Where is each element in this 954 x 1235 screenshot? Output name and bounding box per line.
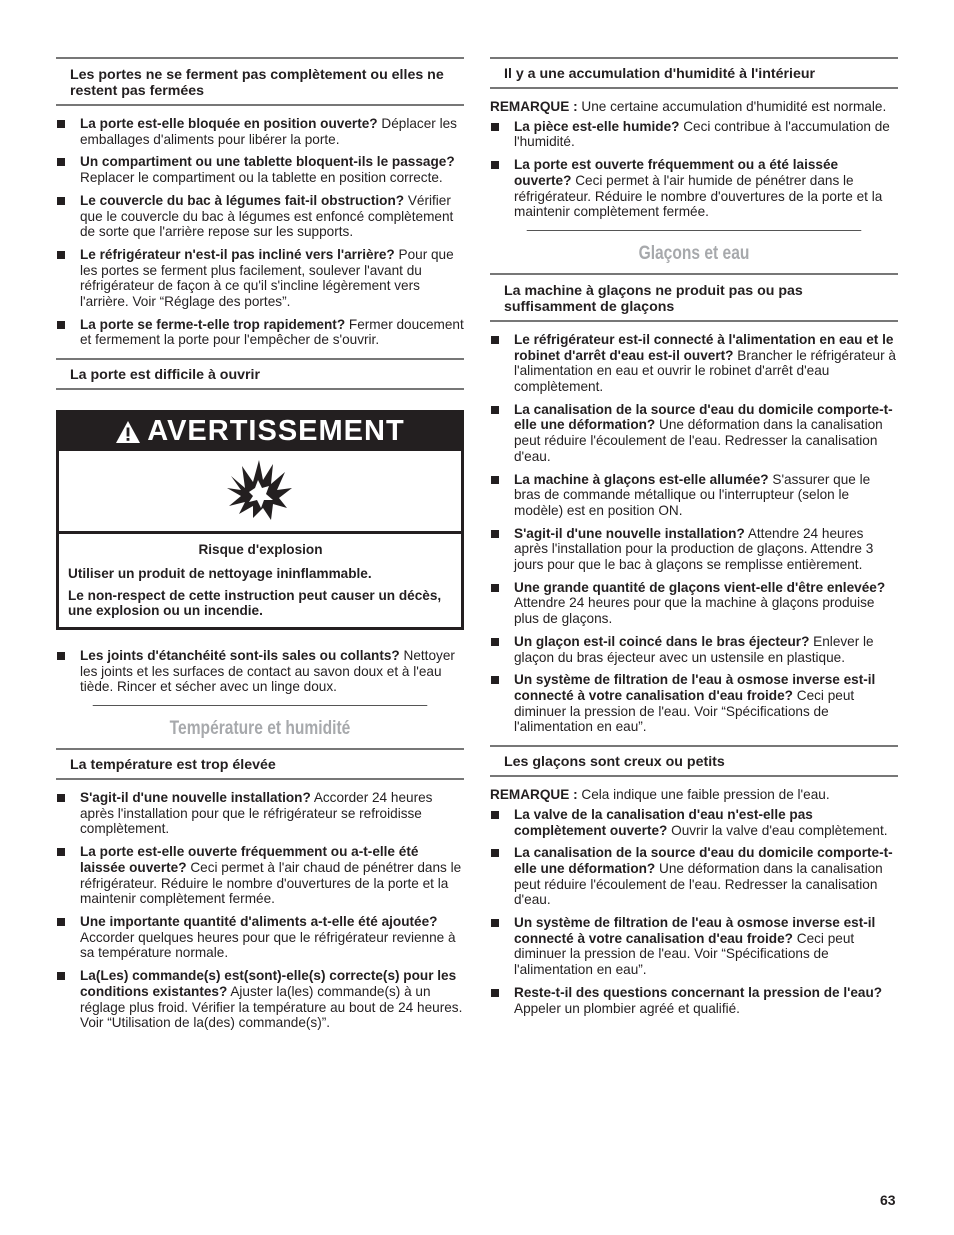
question-text: Une importante quantité d'aliments a-t-elle été ajoutée? [80, 913, 438, 929]
list-item [490, 807, 898, 838]
warning-symbol-area [59, 451, 461, 534]
answer-text: S'assurer que le bras de commande métallique ou l'interrupteur (selon le modèle) est en position ON. [514, 471, 871, 518]
section-title-ice-water: Glaçons et eau [527, 230, 862, 273]
temperature-list [56, 790, 464, 1031]
warning-box [56, 410, 464, 630]
subheading-temperature-high: La température est trop élevée [56, 748, 464, 780]
answer-text: Attendre 24 heures pour que la machine à glaçons produise plus de glaçons. [514, 595, 875, 627]
subheading-humidity-buildup: Il y a une accumulation d'humidité à l'intérieur [490, 57, 898, 89]
question-text: La canalisation de la source d'eau du domicile comporte-t-elle une déformation? [514, 401, 893, 433]
list-item [56, 648, 464, 695]
list-item [490, 402, 898, 465]
answer-text: Accorder quelques heures pour que le réfrigérateur revienne à sa température normale. [80, 929, 456, 961]
bullet-square-icon [491, 919, 499, 927]
list-item [56, 968, 464, 1031]
question-text: La valve de la canalisation d'eau n'est-elle pas complètement ouverte? [514, 806, 813, 838]
note-label: REMARQUE : [490, 99, 578, 114]
bullet-square-icon [491, 638, 499, 646]
explosion-icon [225, 458, 295, 524]
bullet-square-icon [491, 336, 499, 344]
list-item [56, 247, 464, 310]
bullet-square-icon [491, 989, 499, 997]
question-text: La porte est ouverte fréquemment ou a été laissée ouverte? [514, 157, 839, 188]
answer-text: Nettoyer les joints et les surfaces de contact au savon doux et à l'eau tiède. Rincer et sécher avec un linge doux. [80, 647, 455, 695]
question-text: La(Les) commande(s) est(sont)-elle(s) correcte(s) pour les conditions existantes? [80, 968, 457, 999]
warning-risk: Risque d'explosion [198, 542, 323, 558]
question-text: La porte est-elle ouverte fréquemment ou a-t-elle été laissée ouverte? [80, 844, 419, 875]
list-item [490, 119, 898, 150]
answer-text: Accorder 24 heures après l'installation pour que le réfrigérateur se refroidisse complètement. [80, 790, 433, 837]
bullet-square-icon [491, 161, 499, 169]
bullet-square-icon [57, 251, 65, 259]
note-humidity [490, 99, 898, 115]
list-item [56, 844, 464, 907]
question-text: La canalisation de la source d'eau du domicile comporte-t-elle une déformation? [514, 845, 893, 876]
bullet-square-icon [57, 321, 65, 329]
answer-text: Replacer le compartiment ou la tablette en position correcte. [80, 170, 443, 186]
answer-text: Brancher le réfrigérateur à l'alimentation en eau et ouvrir le robinet d'arrêt d'eau complètement. [514, 347, 896, 395]
list-item [490, 845, 898, 908]
subheading-doors-not-closing: Les portes ne se ferment pas complètement ou elles ne restent pas fermées [56, 57, 464, 106]
humidity-list [490, 119, 898, 220]
answer-text: Vérifier que le couvercle du bac à légumes est enfoncé complètement de sorte que l'arrière repose sur les supports. [80, 192, 454, 240]
list-item [56, 154, 464, 185]
question-text: Un système de filtration de l'eau à osmose inverse est-il connecté à votre canalisation d'eau froide? [514, 672, 876, 703]
note-label: REMARQUE : [490, 787, 578, 803]
list-item [490, 985, 898, 1016]
question-text: La porte se ferme-t-elle trop rapidement? [80, 316, 346, 332]
bullet-square-icon [57, 972, 65, 980]
ice-maker-list [490, 332, 898, 735]
answer-text: Enlever le glaçon du bras éjecteur avec un ustensile en plastique. [514, 633, 874, 665]
bullet-square-icon [57, 848, 65, 856]
note-text: Une certaine accumulation d'humidité est normale. [577, 99, 887, 114]
warning-header [59, 413, 461, 451]
list-item [490, 915, 898, 978]
list-item [56, 790, 464, 837]
seals-list [56, 648, 464, 695]
warning-title: AVERTISSEMENT [147, 415, 405, 448]
question-text: Une grande quantité de glaçons vient-elle d'être enlevée? [514, 579, 886, 595]
bullet-square-icon [491, 811, 499, 819]
answer-text: Pour que les portes se ferment plus facilement, soulever l'avant du réfrigérateur de façon à ce qu'il s'incline légèrement vers l'arrière. Voir “Réglage des portes”. [80, 246, 454, 310]
list-item [56, 193, 464, 240]
answer-text: Ceci permet à l'air humide de pénétrer dans le réfrigérateur. Réduire le nombre d'ouvertures de la porte et la maintenir complètement fermée. [514, 172, 883, 220]
subheading-door-hard-to-open: La porte est difficile à ouvrir [56, 358, 464, 390]
question-text: Le couvercle du bac à légumes fait-il obstruction? [80, 192, 405, 208]
hollow-ice-list [490, 807, 898, 1016]
list-item [490, 332, 898, 395]
warning-line1: Utiliser un produit de nettoyage ininflammable. [68, 565, 372, 581]
bullet-square-icon [491, 123, 499, 131]
answer-text: Appeler un plombier agréé et qualifié. [514, 1000, 740, 1016]
question-text: Un glaçon est-il coincé dans le bras éjecteur? [514, 633, 810, 649]
left-column [56, 57, 464, 1038]
question-text: La porte est-elle bloquée en position ouverte? [80, 116, 378, 131]
question-text: S'agit-il d'une nouvelle installation? [80, 790, 311, 806]
warning-body [59, 534, 461, 627]
question-text: La machine à glaçons est-elle allumée? [514, 471, 769, 487]
question-text: Le réfrigérateur n'est-il pas incliné vers l'arrière? [80, 246, 395, 262]
note-text: Cela indique une faible pression de l'eau. [577, 787, 830, 803]
answer-text: Ajuster la(les) commande(s) à un réglage plus froid. Vérifier la température au bout de 24 heures. Voir “Utilisation de la(des) commande(s)”. [80, 983, 463, 1031]
doors-list [56, 116, 464, 348]
question-text: Un compartiment ou une tablette bloquent-ils le passage? [80, 154, 455, 170]
bullet-square-icon [491, 849, 499, 857]
list-item [490, 580, 898, 627]
bullet-square-icon [491, 530, 499, 538]
list-item [490, 634, 898, 665]
question-text: Reste-t-il des questions concernant la pression de l'eau? [514, 984, 883, 1000]
answer-text: Ceci permet à l'air chaud de pénétrer dans le réfrigérateur. Réduire le nombre d'ouvertures de la porte et la maintenir complètement fermée. [80, 859, 462, 907]
note-water-pressure [490, 787, 898, 803]
answer-text: Fermer doucement et fermement la porte pour l'empêcher de s'ouvrir. [80, 316, 464, 348]
bullet-square-icon [491, 676, 499, 684]
list-item [490, 157, 898, 220]
subheading-ice-hollow-small: Les glaçons sont creux ou petits [490, 745, 898, 777]
question-text: La pièce est-elle humide? [514, 118, 680, 134]
bullet-square-icon [57, 120, 65, 128]
answer-text: Ceci peut diminuer la pression de l'eau. Voir “Spécifications de l'alimentation en eau”. [514, 930, 855, 978]
list-item [490, 472, 898, 519]
answer-text: Ceci peut diminuer la pression de l'eau. Voir “Spécifications de l'alimentation en eau”. [514, 687, 855, 735]
bullet-square-icon [57, 652, 65, 660]
bullet-square-icon [57, 918, 65, 926]
answer-text: Attendre 24 heures après l'installation pour la production de glaçons. Attendre 3 jours pour que le bac à glaçons se remplisse entièrement. [514, 525, 874, 573]
question-text: Un système de filtration de l'eau à osmose inverse est-il connecté à votre canalisation d'eau froide? [514, 915, 876, 946]
answer-text: Ceci contribue à l'accumulation de l'humidité. [514, 118, 890, 150]
bullet-square-icon [491, 406, 499, 414]
right-column [490, 57, 898, 1023]
question-text: Le réfrigérateur est-il connecté à l'alimentation en eau et le robinet d'arrêt d'eau est-il ouvert? [514, 331, 894, 363]
answer-text: Ouvrir la valve d'eau complètement. [667, 822, 888, 838]
question-text: S'agit-il d'une nouvelle installation? [514, 525, 745, 541]
bullet-square-icon [57, 158, 65, 166]
section-title-temperature: Température et humidité [93, 705, 428, 748]
answer-text: Une déformation dans la canalisation peut réduire l'écoulement de l'eau. Redresser la canalisation d'eau. [514, 417, 883, 464]
page-number: 63 [880, 1192, 896, 1208]
answer-text: Déplacer les emballages d'aliments pour libérer la porte. [80, 116, 457, 147]
bullet-square-icon [57, 794, 65, 802]
warning-line2: Le non-respect de cette instruction peut causer un décès, une explosion ou un incendie. [68, 587, 442, 619]
subheading-ice-maker-not-producing: La machine à glaçons ne produit pas ou pas suffisamment de glaçons [490, 273, 898, 322]
list-item [490, 672, 898, 735]
list-item [56, 116, 464, 147]
bullet-square-icon [491, 584, 499, 592]
bullet-square-icon [491, 476, 499, 484]
question-text: Les joints d'étanchéité sont-ils sales ou collants? [80, 647, 400, 663]
answer-text: Une déformation dans la canalisation peut réduire l'écoulement de l'eau. Redresser la canalisation d'eau. [514, 860, 883, 908]
bullet-square-icon [57, 197, 65, 205]
list-item [490, 526, 898, 573]
list-item [56, 317, 464, 348]
list-item [56, 914, 464, 961]
warning-triangle-icon [115, 420, 141, 444]
